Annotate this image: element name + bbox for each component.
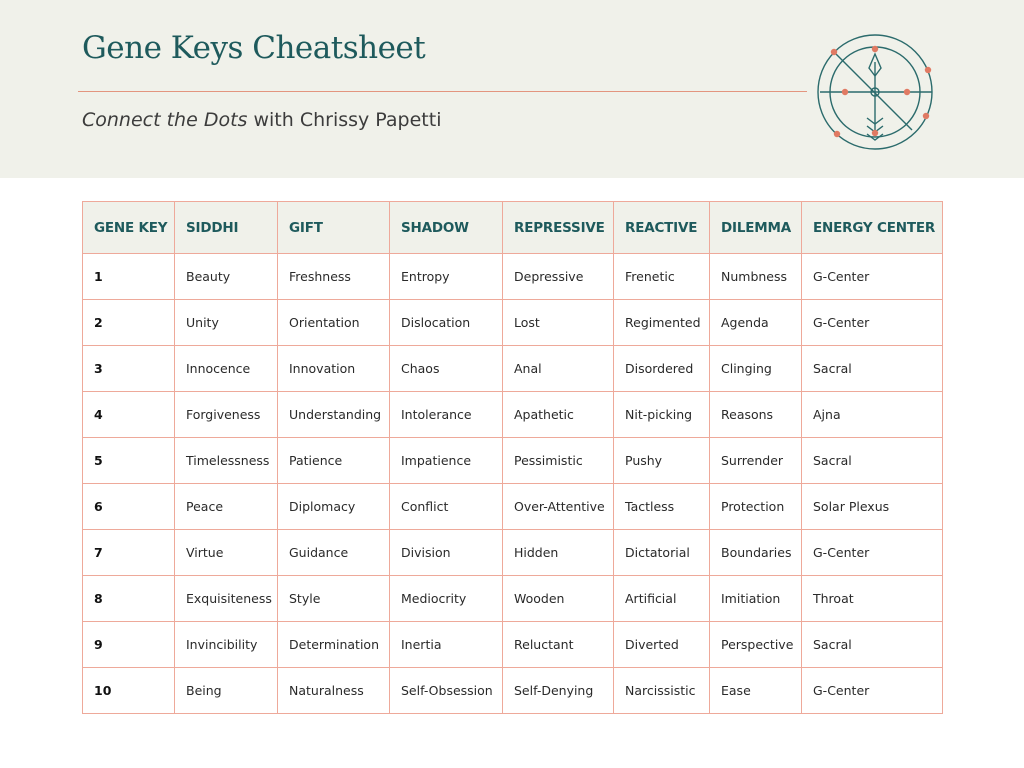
table-cell: Style — [278, 576, 390, 622]
table-cell: Reluctant — [503, 622, 614, 668]
gene-key-number: 7 — [83, 530, 175, 576]
table-cell: Being — [175, 668, 278, 714]
column-header: ENERGY CENTER — [802, 202, 943, 254]
table-cell: Boundaries — [710, 530, 802, 576]
table-cell: Entropy — [390, 254, 503, 300]
table-cell: Throat — [802, 576, 943, 622]
table-cell: Timelessness — [175, 438, 278, 484]
subtitle-rest: with Chrissy Papetti — [247, 109, 442, 131]
table-row — [83, 254, 943, 300]
table-body — [83, 254, 943, 714]
compass-arrow-logo-icon — [812, 32, 938, 154]
table-cell: Hidden — [503, 530, 614, 576]
table-cell: Numbness — [710, 254, 802, 300]
table-cell: Conflict — [390, 484, 503, 530]
table-cell: Sacral — [802, 346, 943, 392]
table-header — [83, 202, 943, 254]
gene-key-number: 1 — [83, 254, 175, 300]
table-cell: Narcissistic — [614, 668, 710, 714]
column-header: SIDDHI — [175, 202, 278, 254]
table-cell: Mediocrity — [390, 576, 503, 622]
subtitle-italic: Connect the Dots — [82, 109, 248, 131]
table-cell: Anal — [503, 346, 614, 392]
table-cell: Diplomacy — [278, 484, 390, 530]
table-cell: Beauty — [175, 254, 278, 300]
table-cell: Apathetic — [503, 392, 614, 438]
table-cell: Solar Plexus — [802, 484, 943, 530]
table-cell: Frenetic — [614, 254, 710, 300]
page-header — [0, 0, 1024, 178]
column-header: REACTIVE — [614, 202, 710, 254]
gene-key-number: 4 — [83, 392, 175, 438]
table-cell: Protection — [710, 484, 802, 530]
table-cell: Ajna — [802, 392, 943, 438]
column-header: REPRESSIVE — [503, 202, 614, 254]
table-cell: Reasons — [710, 392, 802, 438]
gene-keys-table — [82, 201, 943, 714]
column-header: GENE KEY — [83, 202, 175, 254]
table-cell: Forgiveness — [175, 392, 278, 438]
table-cell: Patience — [278, 438, 390, 484]
gene-key-number: 2 — [83, 300, 175, 346]
table-cell: Unity — [175, 300, 278, 346]
table-cell: Chaos — [390, 346, 503, 392]
table-cell: Impatience — [390, 438, 503, 484]
table-cell: Nit-picking — [614, 392, 710, 438]
table-cell: Peace — [175, 484, 278, 530]
table-cell: Division — [390, 530, 503, 576]
table-cell: Sacral — [802, 622, 943, 668]
gene-key-number: 6 — [83, 484, 175, 530]
table-cell: Tactless — [614, 484, 710, 530]
table-cell: Invincibility — [175, 622, 278, 668]
column-header: GIFT — [278, 202, 390, 254]
table-cell: Freshness — [278, 254, 390, 300]
table-cell: Diverted — [614, 622, 710, 668]
table-cell: Depressive — [503, 254, 614, 300]
table-row — [83, 438, 943, 484]
table-row — [83, 300, 943, 346]
table-cell: Wooden — [503, 576, 614, 622]
table-cell: G-Center — [802, 530, 943, 576]
page-title: Gene Keys Cheatsheet — [82, 30, 426, 66]
table-row — [83, 484, 943, 530]
table-cell: G-Center — [802, 668, 943, 714]
column-header: DILEMMA — [710, 202, 802, 254]
table-cell: Over-Attentive — [503, 484, 614, 530]
gene-key-number: 10 — [83, 668, 175, 714]
page-subtitle — [82, 109, 441, 131]
table-cell: Understanding — [278, 392, 390, 438]
table-cell: Ease — [710, 668, 802, 714]
table-cell: G-Center — [802, 300, 943, 346]
table-cell: Naturalness — [278, 668, 390, 714]
table-row — [83, 622, 943, 668]
table-cell: G-Center — [802, 254, 943, 300]
table-cell: Sacral — [802, 438, 943, 484]
table-cell: Dislocation — [390, 300, 503, 346]
table-cell: Guidance — [278, 530, 390, 576]
table-cell: Innocence — [175, 346, 278, 392]
table-cell: Pushy — [614, 438, 710, 484]
table-header-row — [83, 202, 943, 254]
table-cell: Imitiation — [710, 576, 802, 622]
table-cell: Inertia — [390, 622, 503, 668]
gene-key-number: 8 — [83, 576, 175, 622]
table-cell: Self-Denying — [503, 668, 614, 714]
table-row — [83, 530, 943, 576]
table-cell: Determination — [278, 622, 390, 668]
table-cell: Exquisiteness — [175, 576, 278, 622]
table-cell: Intolerance — [390, 392, 503, 438]
column-header: SHADOW — [390, 202, 503, 254]
table-cell: Surrender — [710, 438, 802, 484]
table-cell: Dictatorial — [614, 530, 710, 576]
header-divider — [78, 91, 807, 92]
table-cell: Self-Obsession — [390, 668, 503, 714]
table-row — [83, 346, 943, 392]
table-cell: Orientation — [278, 300, 390, 346]
table-cell: Artificial — [614, 576, 710, 622]
gene-key-number: 3 — [83, 346, 175, 392]
table-cell: Virtue — [175, 530, 278, 576]
table-cell: Agenda — [710, 300, 802, 346]
gene-key-number: 5 — [83, 438, 175, 484]
table-cell: Clinging — [710, 346, 802, 392]
table-cell: Regimented — [614, 300, 710, 346]
table-cell: Lost — [503, 300, 614, 346]
table-row — [83, 668, 943, 714]
table-cell: Pessimistic — [503, 438, 614, 484]
table-row — [83, 576, 943, 622]
table-cell: Disordered — [614, 346, 710, 392]
table-row — [83, 392, 943, 438]
table-cell: Innovation — [278, 346, 390, 392]
table-cell: Perspective — [710, 622, 802, 668]
gene-key-number: 9 — [83, 622, 175, 668]
